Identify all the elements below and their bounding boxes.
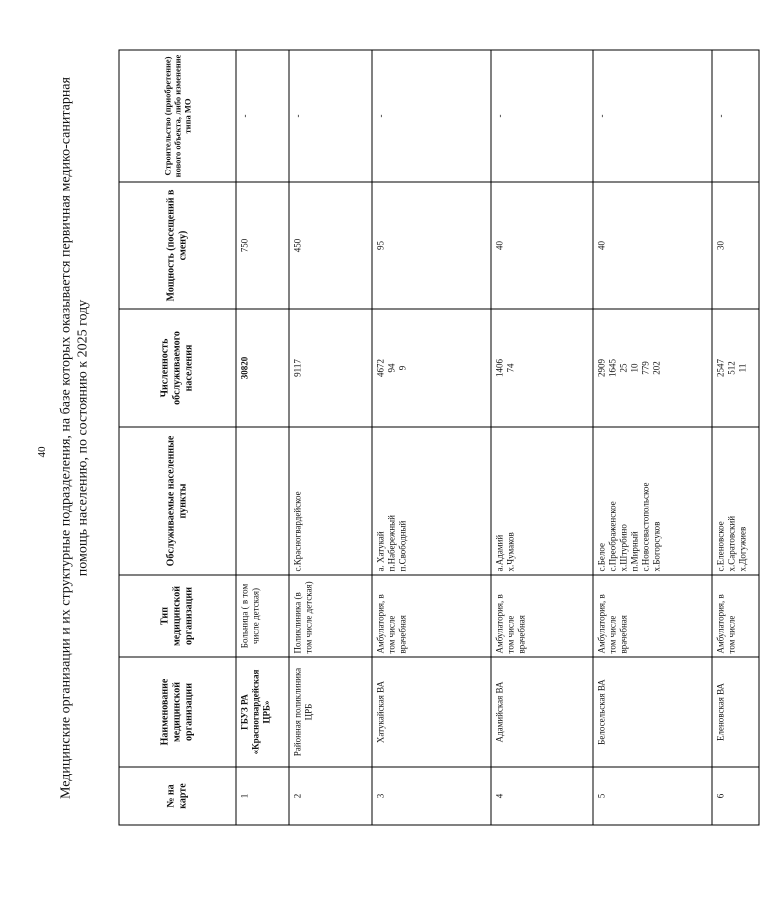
cell-org-name: Районная поликлиника ЦРБ bbox=[289, 657, 372, 767]
header-org-type: Тип медицинской организации bbox=[119, 575, 236, 657]
cell-org-name: Хатукайская ВА bbox=[372, 657, 491, 767]
cell-population bbox=[491, 309, 593, 427]
table-row bbox=[372, 50, 491, 825]
cell-population-line: 2547 bbox=[715, 359, 726, 377]
cell-settlements bbox=[372, 427, 491, 575]
cell-capacity: 30 bbox=[712, 182, 759, 309]
cell-capacity: 750 bbox=[236, 182, 289, 309]
cell-capacity: 95 bbox=[372, 182, 491, 309]
header-org-name: Наименование медицинской организации bbox=[119, 657, 236, 767]
cell-org-type: Поликлиника (в том числе детская) bbox=[289, 575, 372, 657]
cell-construction: - bbox=[289, 50, 372, 182]
cell-settlements-line: с.Преображенское bbox=[607, 501, 618, 572]
cell-settlements-line: х.Саратовский bbox=[726, 515, 737, 572]
cell-population-line: 74 bbox=[505, 363, 516, 373]
cell-settlements-line: х.Штурбино bbox=[618, 524, 629, 572]
cell-settlements-line: п.Набережный bbox=[386, 515, 397, 572]
cell-settlements bbox=[712, 427, 759, 575]
header-map-number: № на карте bbox=[119, 767, 236, 825]
cell-map-number: 5 bbox=[593, 767, 712, 825]
cell-settlements-line: п.Мирный bbox=[629, 531, 640, 572]
cell-construction: - bbox=[236, 50, 289, 182]
cell-population bbox=[593, 309, 712, 427]
cell-map-number: 4 bbox=[491, 767, 593, 825]
cell-population-line: 9 bbox=[397, 365, 408, 371]
cell-org-name: Еленовская ВА bbox=[712, 657, 759, 767]
cell-org-name: Белосельская ВА bbox=[593, 657, 712, 767]
cell-settlements-line: с.Белое bbox=[596, 542, 607, 572]
page-number: 40 bbox=[36, 446, 48, 458]
cell-capacity: 40 bbox=[491, 182, 593, 309]
table-row bbox=[491, 50, 593, 825]
landscape-page bbox=[58, 51, 748, 826]
cell-org-type: Амбулатория, в том числе врачебная bbox=[593, 575, 712, 657]
cell-settlements bbox=[236, 427, 289, 575]
table-header-row bbox=[119, 50, 236, 825]
cell-capacity: 40 bbox=[593, 182, 712, 309]
cell-construction: - bbox=[593, 50, 712, 182]
cell-settlements-line: х.Чумаков bbox=[505, 532, 516, 572]
cell-population-line: 202 bbox=[651, 361, 662, 375]
title-line-1: Медицинские организации и их структурные подразделения, на базе которых оказывается первичная медико-санитарная bbox=[58, 77, 74, 799]
cell-construction: - bbox=[712, 50, 759, 182]
cell-org-name: ГБУЗ РА «Красногвардейская ЦРБ» bbox=[236, 657, 289, 767]
cell-settlements-line: х.Догужиев bbox=[737, 526, 748, 572]
cell-map-number: 2 bbox=[289, 767, 372, 825]
cell-population bbox=[289, 309, 372, 427]
table-row bbox=[712, 50, 759, 825]
cell-population-line: 11 bbox=[737, 363, 748, 373]
cell-settlements-line: х.Богорсуков bbox=[651, 521, 662, 572]
cell-settlements-line: а.Адамий bbox=[494, 534, 505, 572]
table-row bbox=[236, 50, 289, 825]
cell-settlements bbox=[289, 427, 372, 575]
cell-settlements-line: с.Еленовское bbox=[715, 521, 726, 572]
cell-population-line: 94 bbox=[386, 363, 397, 373]
cell-population-line: 9117 bbox=[292, 359, 303, 377]
table-row bbox=[289, 50, 372, 825]
cell-population-line: 779 bbox=[640, 361, 651, 375]
cell-population-line: 25 bbox=[618, 363, 629, 373]
cell-construction: - bbox=[491, 50, 593, 182]
cell-population-line: 2909 bbox=[596, 359, 607, 377]
title-line-2: помощь населению, по состоянию к 2025 году bbox=[75, 299, 91, 577]
cell-capacity: 450 bbox=[289, 182, 372, 309]
cell-population bbox=[712, 309, 759, 427]
cell-settlements-line: с.Новосевастопольское bbox=[640, 482, 651, 572]
cell-construction: - bbox=[372, 50, 491, 182]
medical-organizations-table bbox=[119, 50, 760, 826]
cell-population-line: 1406 bbox=[494, 359, 505, 377]
cell-settlements-line: п.Свободный bbox=[397, 520, 408, 572]
header-population: Численность обслуживаемого населения bbox=[119, 309, 236, 427]
cell-population bbox=[372, 309, 491, 427]
cell-population bbox=[236, 309, 289, 427]
cell-map-number: 6 bbox=[712, 767, 759, 825]
cell-population-line: 512 bbox=[726, 361, 737, 375]
cell-map-number: 1 bbox=[236, 767, 289, 825]
cell-map-number: 3 bbox=[372, 767, 491, 825]
cell-population-line: 1645 bbox=[607, 359, 618, 377]
cell-settlements bbox=[593, 427, 712, 575]
cell-org-type: Амбулатория, в том числе врачебная bbox=[491, 575, 593, 657]
cell-org-name: Адамийская ВА bbox=[491, 657, 593, 767]
cell-org-type: Амбулатория, в том числе врачебная bbox=[372, 575, 491, 657]
header-construction: Строительство (приобретение) нового объекта, либо изменение типа МО bbox=[119, 50, 236, 182]
header-capacity: Мощность (посещений в смену) bbox=[119, 182, 236, 309]
cell-settlements-line: а. Хатукай bbox=[375, 531, 386, 572]
document-title bbox=[58, 51, 92, 826]
cell-population-line: 30820 bbox=[239, 356, 250, 380]
cell-org-type: Больница ( в том числе детская) bbox=[236, 575, 289, 657]
header-settlements: Обслуживаемые населенные пункты bbox=[119, 427, 236, 575]
cell-population-line: 4672 bbox=[375, 359, 386, 377]
cell-org-type: Амбулатория, в том числе bbox=[712, 575, 759, 657]
cell-settlements-line: с.Красногвардейское bbox=[292, 491, 303, 572]
cell-population-line: 10 bbox=[629, 363, 640, 373]
cell-settlements bbox=[491, 427, 593, 575]
table-body bbox=[236, 50, 759, 825]
table-row bbox=[593, 50, 712, 825]
